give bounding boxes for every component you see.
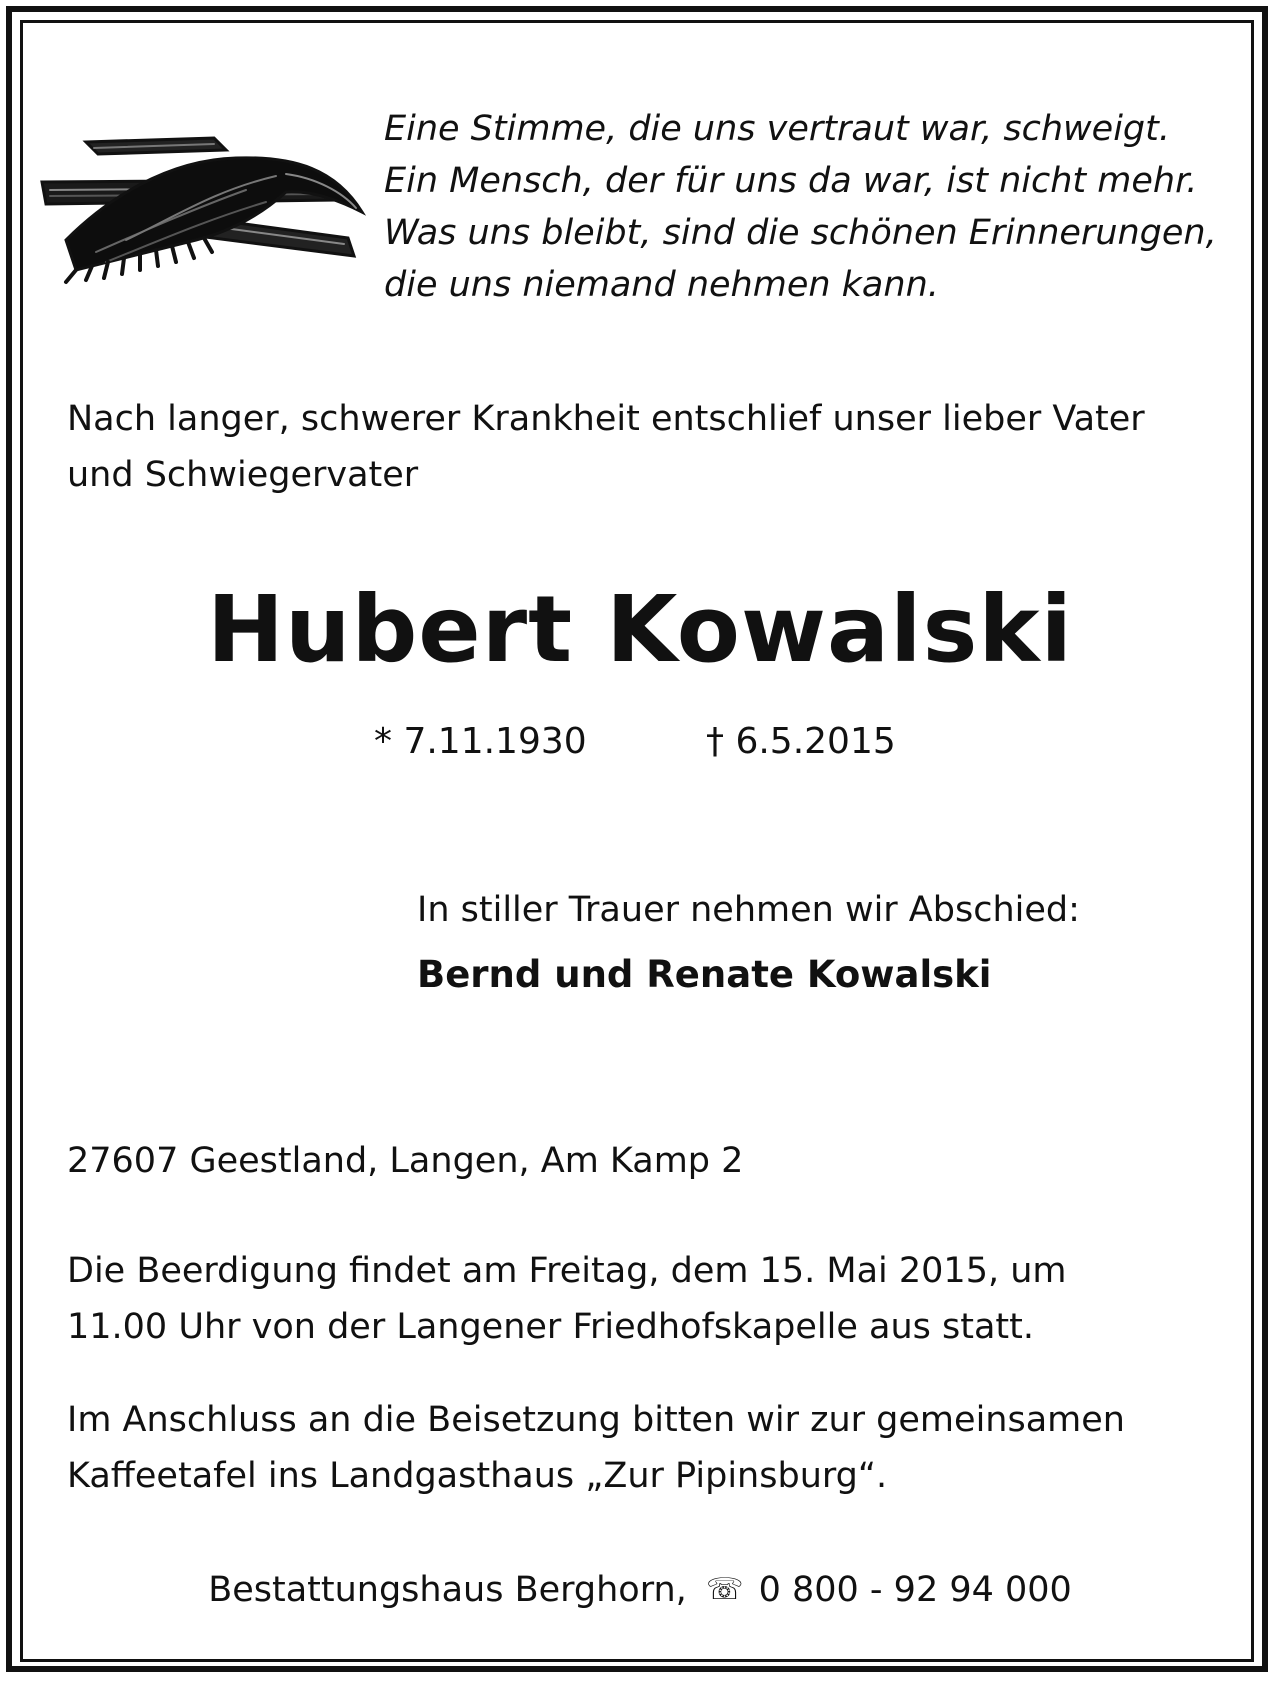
cross-icon (36, 120, 376, 290)
footer (0, 1566, 1280, 1614)
reception-info (67, 1392, 1237, 1504)
death-date: † 6.5.2015 (706, 721, 896, 762)
mourner-names: Bernd und Renate Kowalski (417, 953, 992, 996)
intro-line: und Schwiegervater (67, 455, 419, 495)
address: 27607 Geestland, Langen, Am Kamp 2 (67, 1141, 744, 1181)
poem-line: Ein Mensch, der für uns da war, ist nicht mehr. (384, 161, 1198, 201)
telephone-icon: ☏ (705, 1572, 744, 1607)
poem-line: Eine Stimme, die uns vertraut war, schweigt. (384, 109, 1170, 149)
funeral-line: 11.00 Uhr von der Langener Friedhofskapelle aus statt. (67, 1307, 1034, 1347)
undertaker-name: Bestattungshaus Berghorn, (208, 1570, 687, 1610)
intro-line: Nach langer, schwerer Krankheit entschlief unser lieber Vater (67, 399, 1145, 439)
mourning-intro: In stiller Trauer nehmen wir Abschied: (417, 890, 1080, 930)
intro-text (67, 391, 1227, 503)
birth-date: * 7.11.1930 (374, 721, 587, 762)
funeral-info (67, 1243, 1237, 1355)
deceased-name: Hubert Kowalski (206, 576, 1074, 683)
poem-line: die uns niemand nehmen kann. (384, 265, 939, 305)
funeral-line: Die Beerdigung findet am Freitag, dem 15. Mai 2015, um (67, 1251, 1067, 1291)
reception-line: Im Anschluss an die Beisetzung bitten wir zur gemeinsamen (67, 1400, 1125, 1440)
reception-line: Kaffeetafel ins Landgasthaus „Zur Pipinsburg“. (67, 1456, 888, 1496)
poem-line: Was uns bleibt, sind die schönen Erinnerungen, (384, 213, 1217, 253)
phone-number: 0 800 - 92 94 000 (758, 1570, 1072, 1610)
poem-verse (384, 103, 1244, 311)
